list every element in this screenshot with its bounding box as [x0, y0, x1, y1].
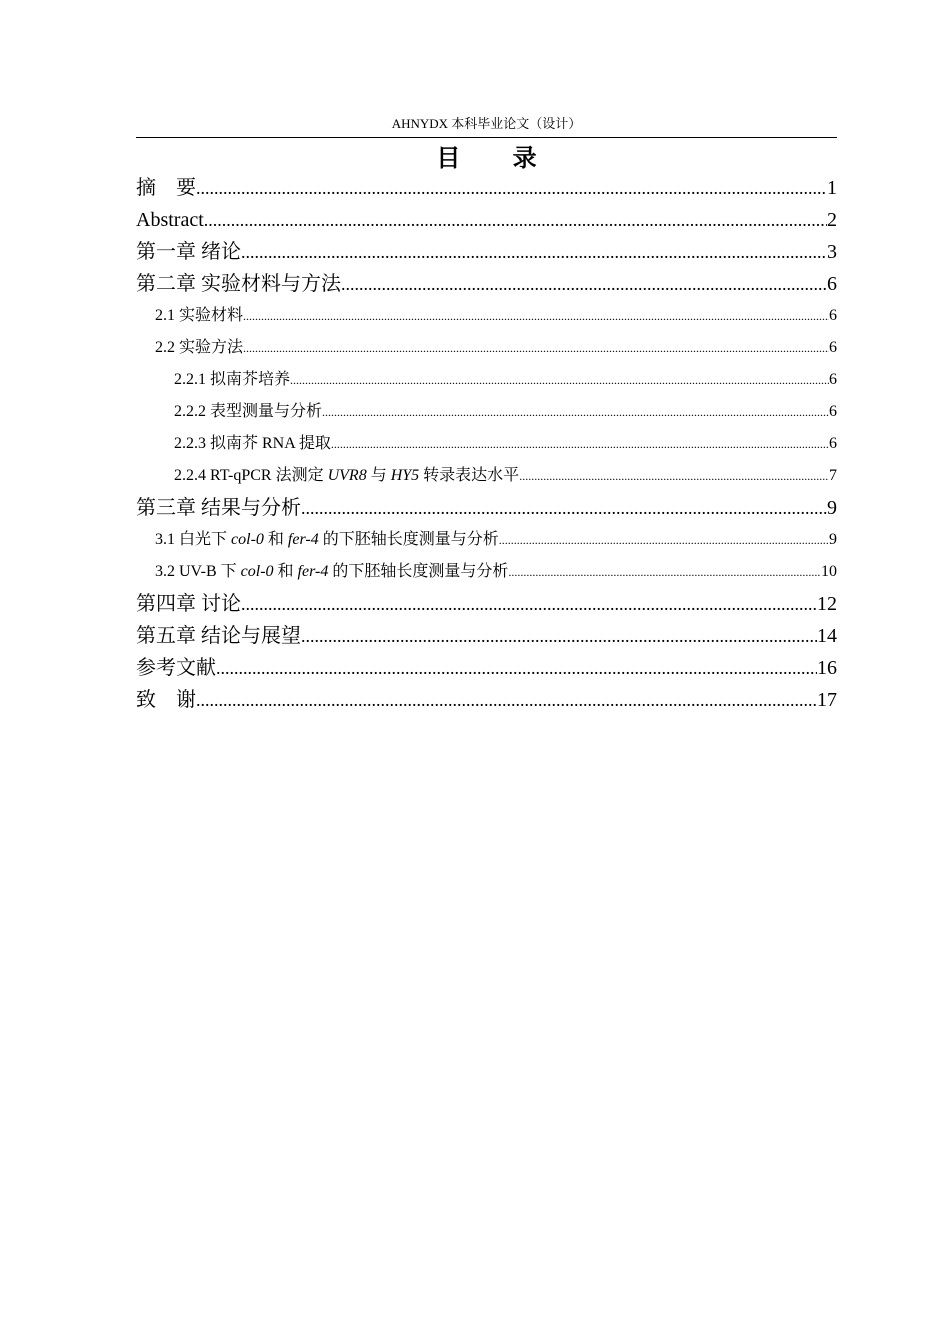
toc-entry-label: 参考文献 [136, 657, 216, 679]
toc-label-part: 的下胚轴长度测量与分析 [318, 531, 499, 548]
genotype-col-0: col-0 [231, 531, 264, 548]
toc-entry-chapter-1[interactable] [136, 236, 837, 268]
toc-entry-section-2-1[interactable] [136, 300, 837, 332]
toc-entry-section-2-2-4[interactable] [136, 460, 837, 492]
toc-entry-label: 致 谢 [136, 689, 196, 711]
gene-name-hy5: HY5 [390, 467, 420, 484]
toc-label-part: 3.1 白光下 [155, 531, 232, 548]
toc-leader-dots [499, 524, 829, 556]
genotype-fer-4: fer-4 [297, 563, 329, 580]
toc-entry-page: 6 [827, 273, 837, 295]
toc-entry-section-2-2[interactable] [136, 332, 837, 364]
toc-leader-dots [322, 396, 829, 428]
toc-leader-dots [243, 332, 829, 364]
toc-entry-page: 6 [829, 307, 837, 324]
toc-leader-dots [204, 204, 827, 236]
toc-leader-dots [331, 428, 829, 460]
toc-entry-page: 6 [829, 435, 837, 452]
toc-entry-page: 2 [827, 209, 837, 231]
toc-label-part: 3.2 UV-B 下 [155, 563, 241, 580]
toc-leader-dots [508, 556, 821, 588]
toc-entry-acknowledgements[interactable] [136, 684, 837, 716]
running-header: AHNYDX 本科毕业论文（设计） [391, 116, 582, 131]
toc-entry-abstract-en[interactable] [136, 204, 837, 236]
toc-entry-label: 摘 要 [136, 177, 196, 199]
genotype-fer-4: fer-4 [287, 531, 319, 548]
toc-label-part: 和 [273, 563, 298, 580]
toc-entry-page: 3 [827, 241, 837, 263]
toc-entry-chapter-2[interactable] [136, 268, 837, 300]
toc-entry-label [155, 556, 508, 588]
toc-title: 目 录 [436, 144, 559, 172]
toc-leader-dots [243, 300, 829, 332]
toc-entry-page: 6 [829, 339, 837, 356]
toc-entry-page: 6 [829, 371, 837, 388]
toc-entry-page: 7 [829, 467, 837, 484]
toc-entry-label: Abstract [136, 209, 204, 231]
toc-entry-page: 12 [817, 593, 837, 615]
toc-entry-label [155, 524, 499, 556]
toc-entry-page: 17 [817, 689, 837, 711]
toc-entry-section-2-2-2[interactable] [136, 396, 837, 428]
toc-entry-references[interactable] [136, 652, 837, 684]
toc-entry-label: 第四章 讨论 [136, 593, 241, 615]
toc-entry-label: 第三章 结果与分析 [136, 497, 301, 519]
toc-entry-chapter-5[interactable] [136, 620, 837, 652]
toc-entry-chapter-4[interactable] [136, 588, 837, 620]
toc-entry-page: 10 [821, 563, 837, 580]
toc-leader-dots [519, 460, 829, 492]
toc-leader-dots [241, 236, 827, 268]
toc-entry-section-3-1[interactable] [136, 524, 837, 556]
toc-entry-page: 16 [817, 657, 837, 679]
toc-label-part: 与 [366, 467, 391, 484]
toc-leader-dots [196, 684, 817, 716]
toc-leader-dots [341, 268, 827, 300]
genotype-col-0: col-0 [240, 563, 274, 580]
toc-entry-page: 1 [827, 177, 837, 199]
toc-entry-section-3-2[interactable] [136, 556, 837, 588]
toc-leader-dots [301, 620, 817, 652]
toc-leader-dots [216, 652, 817, 684]
toc-label-part: 2.2.4 RT-qPCR 法测定 [174, 467, 328, 484]
toc-label-part: 转录表达水平 [419, 467, 520, 484]
toc-entry-label [174, 460, 519, 492]
toc-entry-section-2-2-3[interactable] [136, 428, 837, 460]
gene-name-uvr8: UVR8 [327, 467, 367, 484]
toc-entry-page: 9 [827, 497, 837, 519]
toc-entry-label: 2.2 实验方法 [155, 339, 244, 356]
toc-leader-dots [290, 364, 829, 396]
toc-entry-label: 第一章 绪论 [136, 241, 241, 263]
toc-entry-label: 2.2.3 拟南芥 RNA 提取 [174, 435, 331, 452]
toc-entry-chapter-3[interactable] [136, 492, 837, 524]
toc-leader-dots [301, 492, 827, 524]
table-of-contents [136, 172, 837, 716]
toc-entry-abstract-cn[interactable] [136, 172, 837, 204]
toc-entry-label: 第五章 结论与展望 [136, 625, 301, 647]
toc-entry-label: 2.1 实验材料 [155, 307, 244, 324]
toc-entry-section-2-2-1[interactable] [136, 364, 837, 396]
toc-entry-label: 2.2.1 拟南芥培养 [174, 371, 291, 388]
toc-label-part: 的下胚轴长度测量与分析 [328, 563, 509, 580]
toc-leader-dots [196, 172, 827, 204]
toc-entry-page: 14 [817, 625, 837, 647]
toc-entry-page: 9 [829, 531, 837, 548]
toc-label-part: 和 [263, 531, 288, 548]
header-rule [136, 137, 837, 138]
toc-entry-label: 第二章 实验材料与方法 [136, 273, 341, 295]
toc-entry-page: 6 [829, 403, 837, 420]
toc-leader-dots [241, 588, 817, 620]
toc-entry-label: 2.2.2 表型测量与分析 [174, 403, 323, 420]
